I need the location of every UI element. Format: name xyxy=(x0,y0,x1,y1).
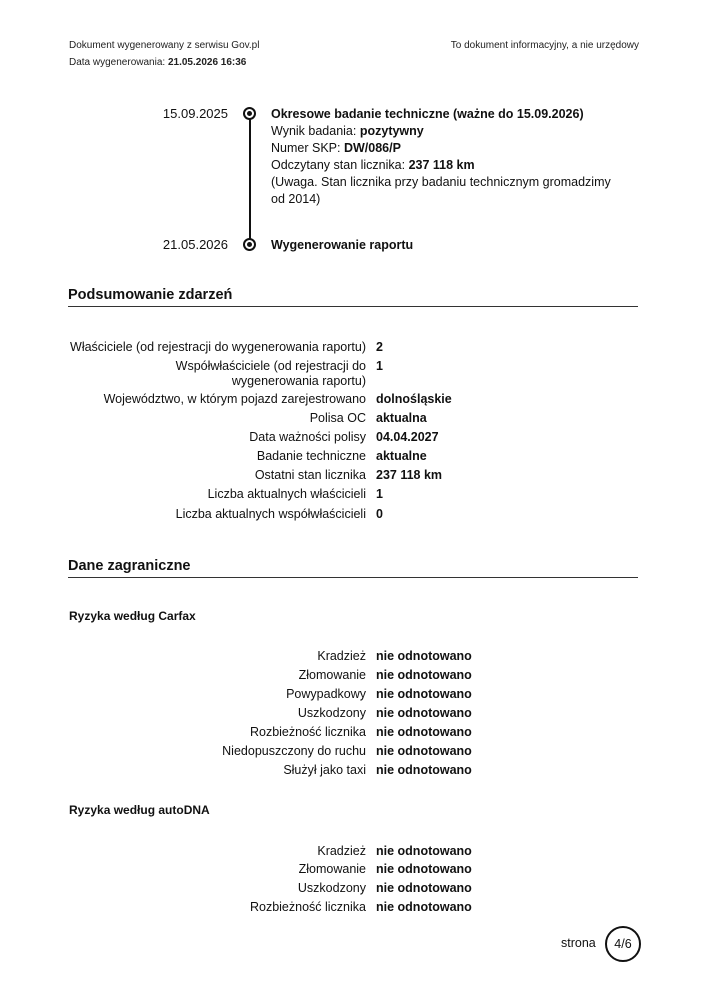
page-number: 4/6 xyxy=(605,926,641,962)
subsection-title-autodna: Ryzyka według autoDNA xyxy=(69,803,210,817)
timeline-dot-icon xyxy=(243,238,256,251)
disclaimer-text: To dokument informacyjny, a nie urzędowy xyxy=(450,40,639,51)
page-label: strona xyxy=(561,936,596,950)
timeline-line xyxy=(249,114,251,245)
event-skp: Numer SKP: DW/086/P xyxy=(271,141,401,155)
timeline-event-report xyxy=(271,237,616,254)
event-title: Wygenerowanie raportu xyxy=(271,238,414,252)
event-title: Okresowe badanie techniczne (ważne do 15.09.2026) xyxy=(271,107,584,121)
event-result: Wynik badania: pozytywny xyxy=(271,124,424,138)
section-title-foreign: Dane zagraniczne xyxy=(68,558,638,578)
timeline-dot-icon xyxy=(243,107,256,120)
section-title-summary: Podsumowanie zdarzeń xyxy=(68,287,638,307)
generation-date xyxy=(69,57,246,68)
generation-date-value: 21.05.2026 16:36 xyxy=(167,57,247,68)
timeline-event-inspection xyxy=(271,106,616,208)
event-note: (Uwaga. Stan licznika przy badaniu technicznym gromadzimy od 2014) xyxy=(271,175,611,206)
subsection-title-carfax: Ryzyka według Carfax xyxy=(69,609,196,623)
timeline-date: 15.09.2025 xyxy=(162,106,228,121)
generation-date-label: Data wygenerowania: xyxy=(69,57,166,68)
timeline-date: 21.05.2026 xyxy=(162,237,228,252)
source-text: Dokument wygenerowany z serwisu Gov.pl xyxy=(69,40,260,51)
event-odometer: Odczytany stan licznika: 237 118 km xyxy=(271,158,475,172)
